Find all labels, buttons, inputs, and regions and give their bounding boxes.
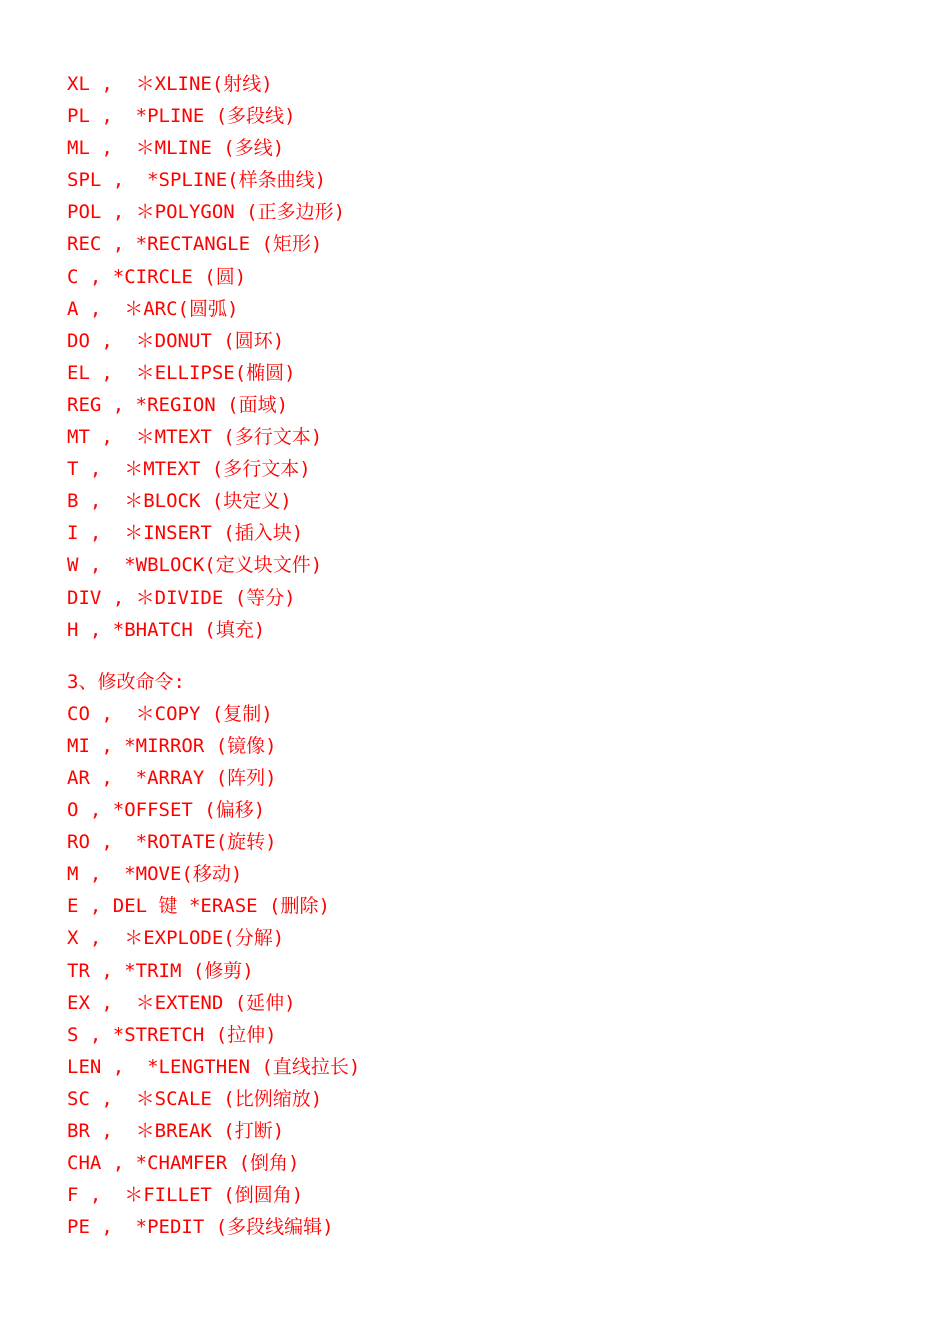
command-line-tr: TR , *TRIM (修剪) xyxy=(67,959,254,982)
command-line-a: A , ＊ARC(圆弧) xyxy=(67,297,239,320)
command-line-ml: ML , ＊MLINE (多线) xyxy=(67,137,285,160)
command-line-x: X , ＊EXPLODE(分解) xyxy=(67,927,285,950)
command-line-w: W , *WBLOCK(定义块文件) xyxy=(67,554,323,577)
command-line-co: CO , ＊COPY (复制) xyxy=(67,702,273,725)
command-line-pl: PL , *PLINE (多段线) xyxy=(67,105,296,128)
command-line-b: B , ＊BLOCK (块定义) xyxy=(67,490,292,513)
command-line-cha: CHA , *CHAMFER (倒角) xyxy=(67,1152,300,1175)
command-line-sc: SC , ＊SCALE (比例缩放) xyxy=(67,1087,323,1110)
command-line-ex: EX , ＊EXTEND (延伸) xyxy=(67,991,296,1014)
document-page xyxy=(67,68,927,1243)
command-line-h: H , *BHATCH (填充) xyxy=(67,618,266,641)
command-line-br: BR , ＊BREAK (打断) xyxy=(67,1120,285,1142)
modify-command-list xyxy=(67,698,927,1244)
command-line-ar: AR , *ARRAY (阵列) xyxy=(67,766,277,789)
command-line-mt: MT , ＊MTEXT (多行文本) xyxy=(67,426,323,449)
command-line-m: M , *MOVE(移动) xyxy=(67,863,243,886)
command-line-i: I , ＊INSERT (插入块) xyxy=(67,522,304,545)
command-line-f: F , ＊FILLET (倒圆角) xyxy=(67,1184,304,1207)
command-line-mi: MI , *MIRROR (镜像) xyxy=(67,734,277,757)
draw-command-list xyxy=(67,68,927,646)
command-line-spl: SPL , *SPLINE(样条曲线) xyxy=(67,169,327,192)
command-line-e: E , DEL 键 *ERASE (删除) xyxy=(67,895,330,918)
command-line-el: EL , ＊ELLIPSE(椭圆) xyxy=(67,361,296,384)
command-line-rec: REC , *RECTANGLE (矩形) xyxy=(67,233,323,256)
section-heading-modify: 3、修改命令: xyxy=(67,670,185,693)
command-line-t: T , ＊MTEXT (多行文本) xyxy=(67,458,311,481)
command-line-xl: XL , ＊XLINE(射线) xyxy=(67,73,273,95)
command-line-reg: REG , *REGION (面域) xyxy=(67,393,289,416)
command-line-do: DO , ＊DONUT (圆环) xyxy=(67,329,285,352)
command-line-s: S , *STRETCH (拉伸) xyxy=(67,1023,277,1046)
command-line-o: O , *OFFSET (偏移) xyxy=(67,799,266,822)
command-line-pol: POL , ＊POLYGON (正多边形) xyxy=(67,201,346,224)
command-line-c: C , *CIRCLE (圆) xyxy=(67,265,247,288)
command-line-ro: RO , *ROTATE(旋转) xyxy=(67,831,277,854)
command-line-pe: PE , *PEDIT (多段线编辑) xyxy=(67,1216,334,1239)
command-line-len: LEN , *LENGTHEN (直线拉长) xyxy=(67,1055,361,1078)
command-line-div: DIV , ＊DIVIDE (等分) xyxy=(67,586,296,609)
